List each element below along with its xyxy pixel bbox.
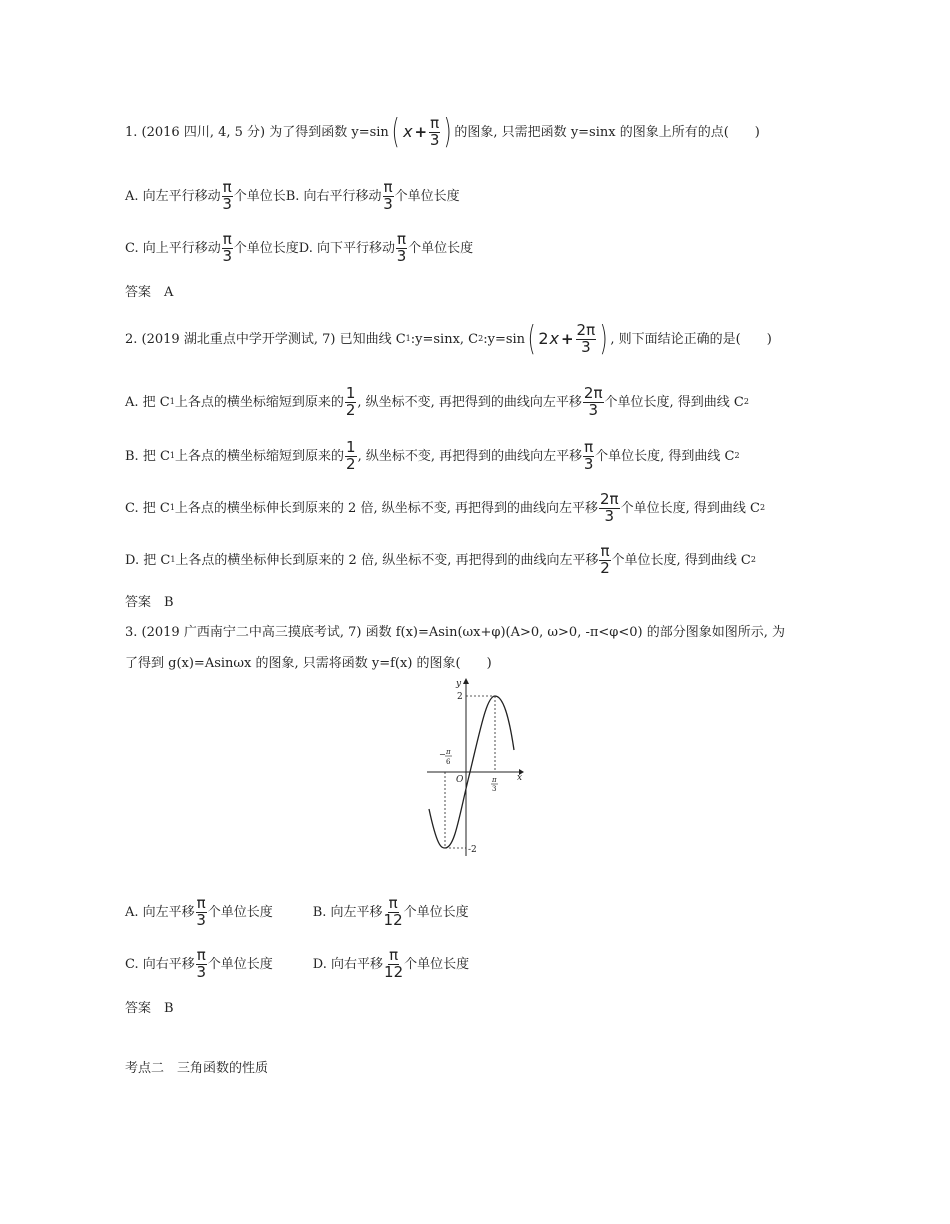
q2-option-a: A. 把 C 1 上各点的横坐标缩短到原来的 $\frac{1}{2}$ , 纵坐标不变, 再把得到的曲线向左平移 $\frac{2\pi}{3}$ 个单位长度, 得到曲线 C 2 (125, 384, 749, 419)
svg-text:−: − (439, 750, 446, 759)
pi-over-3-num: π (492, 776, 497, 784)
pi-over-3-den: 3 (492, 785, 497, 793)
q1-stem: 1. (2016 四川, 4, 5 分) 为了得到函数 y=sin ( x + $\frac{\pi}{3}$ ) 的图象, 只需把函数 y=sinx 的图象上所有的点( ) (125, 112, 760, 152)
y-axis-label: y (456, 679, 462, 689)
q2-option-c: C. 把 C 1 上各点的横坐标伸长到原来的 2 倍, 纵坐标不变, 再把得到的曲线向左平移 $\frac{2\pi}{3}$ 个单位长度, 得到曲线 C 2 (125, 490, 766, 525)
q2-answer: 答案 B (125, 595, 174, 610)
q1-answer: 答案 A (125, 285, 174, 300)
q2-stem: 2. (2019 湖北重点中学开学测试, 7) 已知曲线 C 1 :y=sinx, C 2 :y=sin ( 2 x + $\frac{2\pi}{3}$ ) , 则下面结论正确的是( ) (125, 319, 772, 359)
q3-options-ab: A. 向左平移 $\frac{\pi}{3}$ 个单位长度 B. 向左平移 $\frac{\pi}{12}$ 个单位长度 (125, 894, 469, 929)
y-min-label: -2 (468, 845, 477, 855)
q1-options-cd: C. 向上平行移动 $\frac{\pi}{3}$ 个单位长度 D. 向下平行移动 $\frac{\pi}{3}$ 个单位长度 (125, 230, 474, 265)
y-max-label: 2 (457, 692, 463, 702)
q3-answer: 答案 B (125, 1001, 174, 1016)
neg-pi-over-6-den: 6 (446, 758, 451, 766)
fraction: $\frac{\pi}{3}$ (429, 113, 440, 149)
q3-options-cd: C. 向右平移 $\frac{\pi}{3}$ 个单位长度 D. 向右平移 $\frac{\pi}{12}$ 个单位长度 (125, 946, 470, 981)
q2-option-b: B. 把 C 1 上各点的横坐标缩短到原来的 $\frac{1}{2}$ , 纵坐标不变, 再把得到的曲线向左平移 $\frac{\pi}{3}$ 个单位长度, 得到曲线 C 2 (125, 438, 740, 473)
neg-pi-over-6-num: π (446, 748, 451, 756)
x-axis-label: x (517, 773, 523, 783)
q3-stem-line2: 了得到 g(x)=Asinωx 的图象, 只需将函数 y=f(x) 的图象( ) (125, 656, 492, 671)
y-axis-arrow (463, 678, 469, 684)
q2-option-d: D. 把 C 1 上各点的横坐标伸长到原来的 2 倍, 纵坐标不变, 再把得到的曲线向左平移 $\frac{\pi}{2}$ 个单位长度, 得到曲线 C 2 (125, 542, 756, 577)
q1-options-ab: A. 向左平行移动 $\frac{\pi}{3}$ 个单位长 B. 向右平行移动 $\frac{\pi}{3}$ 个单位长度 (125, 178, 460, 213)
origin-label: O (456, 775, 464, 785)
section-heading: 考点二 三角函数的性质 (125, 1061, 269, 1076)
sine-graph (425, 676, 525, 858)
q3-stem-line1: 3. (2019 广西南宁二中高三摸底考试, 7) 函数 f(x)=Asin(ωx+φ)(A>0, ω>0, -π<φ<0) 的部分图象如图所示, 为 (125, 625, 786, 640)
